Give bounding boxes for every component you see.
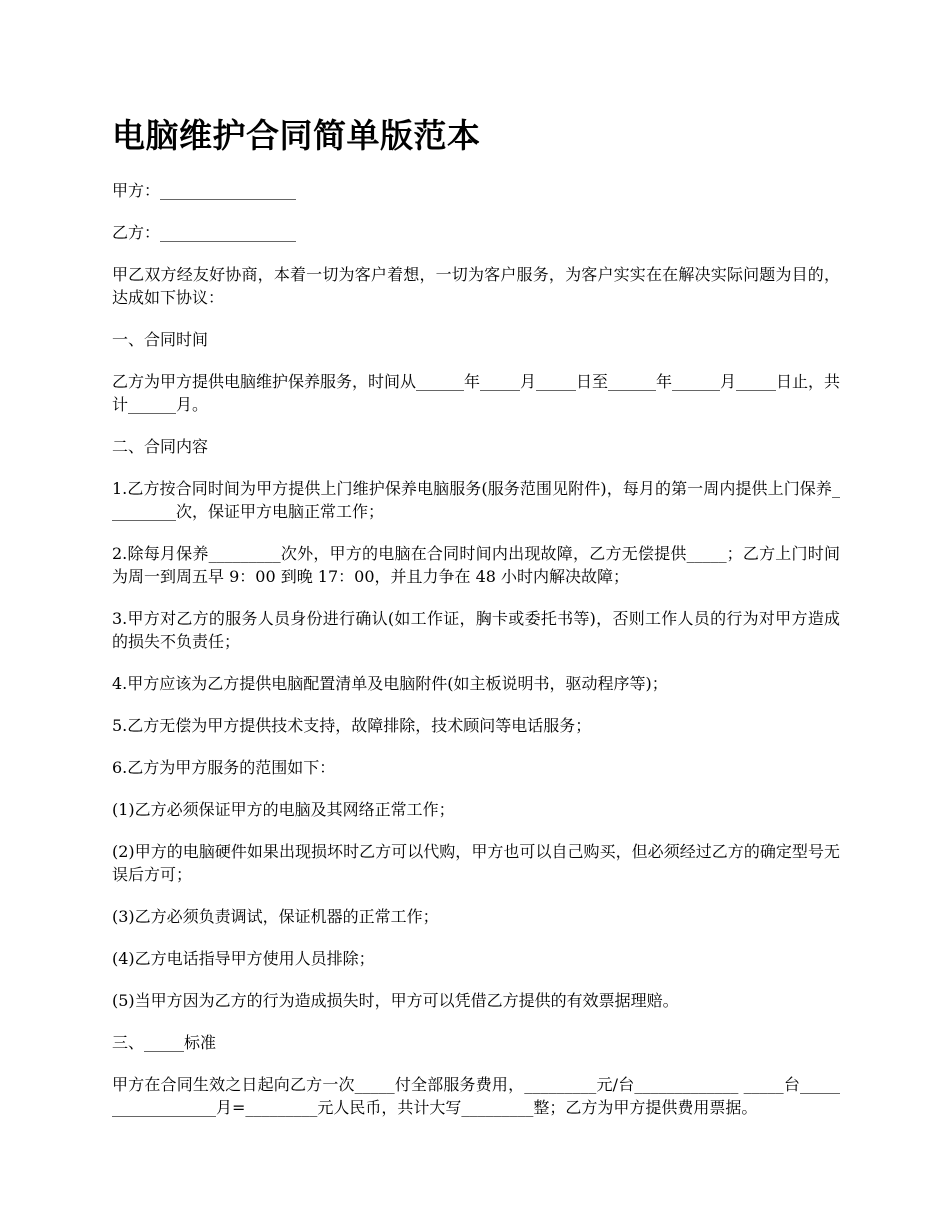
service-scope-2: (2)甲方的电脑硬件如果出现损坏时乙方可以代购，甲方也可以自己购买，但必须经过乙方的确定型号无误后方可；: [112, 842, 840, 884]
section-3-heading: 三、_____标准: [112, 1033, 217, 1052]
contract-item-2: 2.除每月保养_________次外，甲方的电脑在合同时间内出现故障，乙方无偿提供_____；乙方上门时间为周一到周五早 9：00 到晚 17：00，并且力争在 48 小时内解决故障；: [112, 544, 840, 586]
service-scope-5: (5)当甲方因为乙方的行为造成损失时，甲方可以凭借乙方提供的有效票据理赔。: [112, 991, 679, 1010]
document-page: [112, 112, 840, 1138]
section-2-heading: 二、合同内容: [112, 437, 209, 456]
service-scope-4: (4)乙方电话指导甲方使用人员排除；: [112, 949, 375, 968]
service-scope-3: (3)乙方必须负责调试，保证机器的正常工作；: [112, 907, 439, 926]
party-b-line: 乙方：_________________: [112, 223, 297, 242]
contract-item-6: 6.乙方为甲方服务的范围如下：: [112, 758, 336, 777]
section-1-heading: 一、合同时间: [112, 330, 209, 349]
section-1-body: 乙方为甲方提供电脑维护保养服务，时间从______年_____月_____日至______年______月_____日止，共计______月。: [112, 372, 841, 414]
document-title: 电脑维护合同简单版范本: [112, 116, 481, 155]
contract-item-3: 3.甲方对乙方的服务人员身份进行确认(如工作证，胸卡或委托书等)，否则工作人员的行为对甲方造成的损失不负责任；: [112, 609, 840, 651]
intro-paragraph: 甲乙双方经友好协商，本着一切为客户着想，一切为客户服务，为客户实实在在解决实际问题为目的，达成如下协议：: [112, 265, 840, 307]
service-scope-1: (1)乙方必须保证甲方的电脑及其网络正常工作；: [112, 800, 455, 819]
section-3-body: 甲方在合同生效之日起向乙方一次_____付全部服务费用，_________元/台_____________ _____台__________________月=_________元人民币，共计大写_________整；乙方为甲方提供费用票据。: [112, 1075, 840, 1117]
contract-item-4: 4.甲方应该为乙方提供电脑配置清单及电脑附件(如主板说明书，驱动程序等)；: [112, 674, 668, 693]
contract-item-5: 5.乙方无偿为甲方提供技术支持，故障排除，技术顾问等电话服务；: [112, 716, 592, 735]
party-a-line: 甲方：_________________: [112, 181, 297, 200]
contract-item-1: 1.乙方按合同时间为甲方提供上门维护保养电脑服务(服务范围见附件)，每月的第一周内提供上门保养_________次，保证甲方电脑正常工作；: [112, 479, 840, 521]
